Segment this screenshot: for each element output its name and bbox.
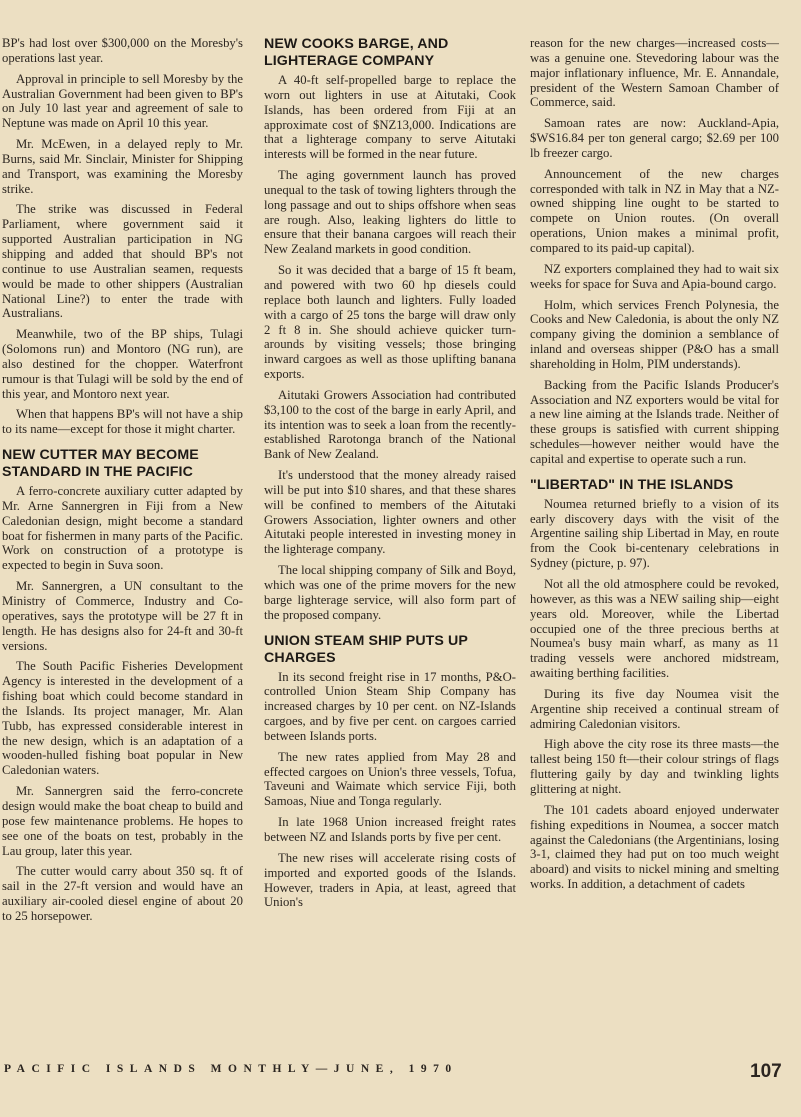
paragraph: The new rises will accelerate rising costs of imported and exported goods of the Islands. However, traders in Apia, at least, agreed that Union's [264, 850, 516, 910]
paragraph: Holm, which services French Polynesia, the Cooks and New Caledonia, is about the only NZ company giving the dominion a semblance of inland and overseas shipper (P&O has a small shareholding in Holm, PIM understands). [530, 297, 779, 371]
paragraph: The South Pacific Fisheries Development Agency is interested in the development of a fishing boat which could become standard in the Islands. Its project manager, Mr. Alan Tubb, has expressed considerable interest in the new design, which is an adaptation of a wooden-hulled fishing boat popular in New Caledonian waters. [2, 659, 243, 778]
paragraph: Samoan rates are now: Auckland-Apia, $WS16.84 per ton general cargo; $2.69 per 100 lb freezer cargo. [530, 116, 779, 160]
paragraph: The new rates applied from May 28 and effected cargoes on Union's three vessels, Tofua, Taveuni and Waimate which service Fiji, both Samoas, Niue and Tonga regularly. [264, 749, 516, 809]
headline-new-cutter: NEW CUTTER MAY BECOME STANDARD IN THE PACIFIC [2, 447, 199, 481]
paragraph: The strike was discussed in Federal Parliament, where government said it supported Australian participation in NG shipping and added that should BP's not continue to use Australian seamen, requests would be made to other shippers (Australian National Line?) to enter the trade with Australians. [2, 202, 243, 321]
column-right [530, 36, 779, 898]
paragraph: Not all the old atmosphere could be revoked, however, as this was a NEW sailing ship—eight years old. Moreover, while the Libertad occupied one of the three precious berths at Noumea's busy main wharf, as many as 11 trading vessels were anchored midstream, awaiting berthing facilities. [530, 577, 779, 681]
headline-cooks-barge: NEW COOKS BARGE, AND LIGHTERAGE COMPANY [264, 36, 449, 69]
paragraph: Backing from the Pacific Islands Producer's Association and NZ exporters would be vital for a new line aiming at the Islands trade. Neither of these groups is satisfied with current shipping schedules—however neither would have the capital and expertise to operate such a run. [530, 377, 779, 466]
footer-masthead: PACIFIC ISLANDS MONTHLY—JUNE, 1970 [4, 1063, 458, 1075]
paragraph: BP's had lost over $300,000 on the Moresby's operations last year. [2, 36, 243, 65]
paragraph: During its five day Noumea visit the Argentine ship received a continual stream of admiring Caledonian visitors. [530, 686, 779, 731]
paragraph: Meanwhile, two of the BP ships, Tulagi (Solomons run) and Montoro (NG run), are also destined for the chopper. Waterfront rumour is that Tulagi will be sold by the end of this year, and Montoro next year. [2, 327, 243, 401]
paragraph: Mr. McEwen, in a delayed reply to Mr. Burns, said Mr. Sinclair, Minister for Shipping and Transport, was examining the Moresby strike. [2, 137, 243, 196]
paragraph: Mr. Sannergren said the ferro-concrete design would make the boat cheap to build and pose few maintenance problems. He hopes to see one of the boats on test, probably in the Lau group, later this year. [2, 784, 243, 858]
paragraph: The aging government launch has proved unequal to the task of towing lighters through the long passage and out to ships offshore when seas are rough. Also, leaking lighters do little to ensure that their banana cargoes will reach their New Zealand markets in good condition. [264, 168, 516, 257]
paragraph: Approval in principle to sell Moresby by the Australian Government had been given to BP's on July 10 last year and agreement of sale to Neptune was made on April 10 this year. [2, 71, 243, 131]
paragraph: A ferro-concrete auxiliary cutter adapted by Mr. Arne Sannergren in Fiji from a New Caledonian design, might become a standard boat for fishermen in many parts of the Pacific. Work on construction of a prototype is expected to begin in Suva soon. [2, 484, 243, 573]
paragraph: Noumea returned briefly to a vision of its early discovery days with the visit of the Argentine sailing ship Libertad in May, en route from the Cook bi-centenary celebrations in Sydney (picture, p. 97). [530, 496, 779, 571]
paragraph: So it was decided that a barge of 15 ft beam, and powered with two 60 hp diesels could replace both launch and lighters. Fully loaded with a cargo of 25 tons the barge will draw only 2 ft 8 in. She should achieve quicker turn-arounds by visiting vessels; those bringing inward cargoes as well as those uplifting banana exports. [264, 263, 516, 382]
paragraph: The cutter would carry about 350 sq. ft of sail in the 27-ft version and would have an auxiliary air-cooled diesel engine of about 20 to 25 horsepower. [2, 864, 243, 923]
paragraph: When that happens BP's will not have a ship to its name—except for those it might charter. [2, 407, 243, 437]
paragraph: It's understood that the money already raised will be put into $10 shares, and that these shares will be confined to members of the Aitutaki Growers Association, lighter owners and other Aitutaki people interested in investing money in the lighterage company. [264, 468, 516, 557]
headline-libertad: "LIBERTAD" IN THE ISLANDS [530, 476, 734, 493]
paragraph: In late 1968 Union increased freight rates between NZ and Islands ports by five per cent. [264, 815, 516, 844]
paragraph: Aitutaki Growers Association had contributed $3,100 to the cost of the barge in early April, and its intention was to seek a loan from the recently-established Rarotonga branch of the National Bank of New Zealand. [264, 387, 516, 462]
paragraph: The local shipping company of Silk and Boyd, which was one of the prime movers for the new barge lighterage service, will also form part of the proposed company. [264, 563, 516, 622]
page-number: 107 [750, 1061, 782, 1082]
column-left [2, 36, 243, 930]
paragraph: High above the city rose its three masts—the tallest being 150 ft—their colour strings of flags fluttering gaily by day and twinkling lights glittering at night. [530, 737, 779, 796]
paragraph: Announcement of the new charges corresponded with talk in NZ in May that a NZ-owned shipping line ought to be started to compete on Union routes. (On overall operations, Union makes a minimal profit, compared to its paid-up capital). [530, 166, 779, 255]
paragraph: In its second freight rise in 17 months, P&O-controlled Union Steam Ship Company has increased charges by 10 per cent. on NZ-Islands cargoes, and by five per cent. on cargoes carried between Islands ports. [264, 669, 516, 743]
paragraph: NZ exporters complained they had to wait six weeks for space for Suva and Apia-bound cargo. [530, 261, 779, 291]
paragraph: Mr. Sannergren, a UN consultant to the Ministry of Commerce, Industry and Co-operatives, says the prototype will be 27 ft in length. He has designs also for 24-ft and 30-ft versions. [2, 579, 243, 653]
headline-union-steam-ship: UNION STEAM SHIP PUTS UP CHARGES [264, 632, 468, 666]
paragraph: reason for the new charges—increased costs—was a genuine one. Stevedoring labour was the major inflationary influence, Mr. E. Annandale, president of the Western Samoan Chamber of Commerce, said. [530, 36, 779, 110]
column-middle [264, 36, 516, 916]
paragraph: The 101 cadets aboard enjoyed underwater fishing expeditions in Noumea, a soccer match against the Caledonians (the Argentinians, losing 3-1, claimed they had put on too much weight aboard) and visits to nickel mining and smelting works. In addition, a detachment of cadets [530, 802, 779, 892]
paragraph: A 40-ft self-propelled barge to replace the worn out lighters in use at Aitutaki, Cook Islands, has been ordered from Fiji at an approximate cost of $NZ13,000. Indications are that a lighterage company to serve Aitutaki interests will be formed in the near future. [264, 73, 516, 162]
